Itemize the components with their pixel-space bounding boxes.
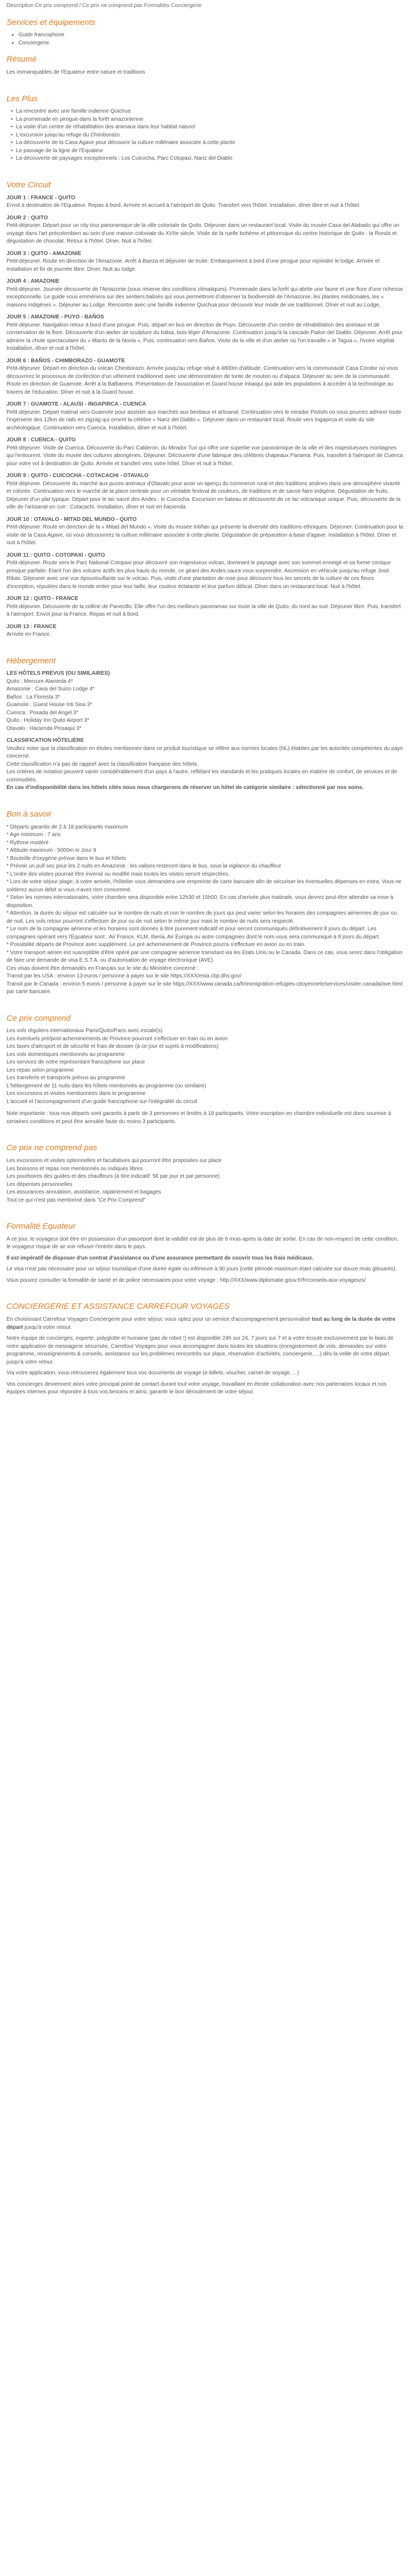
day-title: JOUR 1 : FRANCE - QUITO: [6, 194, 76, 201]
day-title: JOUR 13 : FRANCE: [6, 623, 57, 630]
conciergerie-text: Via votre application, vous retrouverez également tous vos documents de voyage (e-billets, voucher, carnet de voyage, ...): [6, 1370, 299, 1376]
day-block: [6, 552, 404, 591]
list-item: Transit par les USA : environ 13 euros / personne à payer sur le site https://XXX/esta.cbp.dhs.gov/: [6, 973, 242, 979]
list-item: * Votre transport aérien est susceptible d'être opéré par une compagnie aérienne transitant via les Etats Unis ou le Canada. Dans ce cas, vous serez dans l'obligation de faire une demande de visa E.S.T.A. ou d'autorisation de voyage électronique (AVE).: [6, 949, 403, 963]
conciergerie-text: Vos concierges deviennent alors votre principal point de contact durant tout votre voyage, travaillant en étroite collaboration avec nos partenaires locaux et nos équipes internes pour répondre à tous vos besoins et ainsi, garantir le bon déroulement de votre séjour.: [6, 1381, 387, 1395]
hotel-item: Guamote : Guest House Inti Sisa 3*: [6, 702, 92, 708]
list-item: * Le nom de la compagnie aérienne et les horaires sont donnés à titre purement indicatif et pour seront communiqués définitivement 8 jours du départ. Les compagnies opérant vers l'Equateur sont : Air France, KLM, Iberia, Air Europa ou autre compagnies dont le nom vous sera communiqué à 8 jours du départ.: [6, 926, 380, 940]
day-block: [6, 623, 404, 639]
classification-note: En cas d'indisponibilité dans les hôtels cités nous nous chargerons de réserver un hôtel de catégorie similaire : sélectionné par nos soins.: [6, 785, 364, 791]
list-item: • Guide francophone: [18, 31, 404, 40]
hotel-item: Quito : Holiday Inn Quito Airport 3*: [6, 718, 89, 724]
classification-title: CLASSIFICATION HÔTELIÈRE: [6, 738, 84, 744]
list-item: Les éventuels pré/post acheminements de Province pourront s'effectuer en train ou en avion: [6, 1035, 228, 1042]
list-item: Tout ce qui n'est pas mentionné dans "Ce Prix Comprend": [6, 1197, 146, 1203]
day-title: JOUR 5 : AMAZONIE - PUYO - BAÑOS: [6, 314, 104, 320]
list-item: * Prévoir un pull sec pour les 2 nuits en Amazonie : les valises resteront dans le bus, sous la vigilance du chauffeur: [6, 863, 281, 869]
hotels-block: [6, 670, 404, 733]
services-list: [6, 31, 404, 47]
hebergement-title: Hébergement: [6, 656, 56, 666]
list-item: * Départs garantis de 2 à 18 participants maximum: [6, 824, 128, 830]
day-block: [6, 595, 404, 619]
list-item: Les dépenses personnelles: [6, 1181, 72, 1188]
day-text: Petit-déjeuner. Découverte de la colline de Panecillo. Elle offre l'un des meilleurs panoramas sur toute la ville de Quito, du nord au sud. Déjeuner libre. Puis, transfert à l'aéroport. Envol pour la France. Repas et nuit à bord.: [6, 603, 401, 617]
conciergerie-text: [6, 1316, 404, 1332]
day-block: [6, 472, 404, 512]
day-text: Petit-déjeuner. Visite de Cuenca. Découverte du Parc Calderon, du Mirador Turi qui offre une superbe vue panoramique de la ville et des majestueuses montagnes qui l'entourent. Visite du musée des cultures aborigènes. Déjeuner. Découverte d'une fabrique des célèbres chapeaux Panama. Puis, transfert à l'aéroport de Cuenca pour votre vol à destination de Quito. Arrivée et transfert vers votre hôtel. Dîner et nuit à l'hôtel.: [6, 445, 403, 467]
hotel-item: Quito : Mercure Alameda 4*: [6, 678, 73, 684]
conciergerie-text-pre: En choisissant Carrefour Voyages Conciergerie pour votre séjour, vous optez pour un service d'accompagnement personnalisé: [6, 1316, 312, 1322]
day-title: JOUR 2 : QUITO: [6, 214, 48, 221]
list-item: Les boissons et repas non mentionnés ou indiqués libres: [6, 1165, 143, 1172]
list-item: Les excursions et visites optionnelles et facultatives qui pourront être proposées sur place: [6, 1158, 222, 1164]
day-block: [6, 401, 404, 432]
list-item: Ces visas doivent être demandés en Français sur le site du Ministère concerné :: [6, 965, 199, 971]
highlights-title: Les Plus: [6, 94, 38, 103]
resume-title: Résumé: [6, 55, 37, 64]
day-block: [6, 436, 404, 468]
day-text: Petit-déjeuner. Navigation retour à bord d'une pirogue. Puis, départ en bus en direction de Puyo. Découverte d'un centre de réhabilitation des animaux et de conservation de la flore. Découverte d'un atelier de sculpture du balsa, bois léger d'Amazonie. Continuation jusqu'à la cascade Pailon del Diablo. Déjeuner. Arrêt pour admirer la chute spectaculaire du « Manto de la Novia », Puis, continuation vers Baños. Visite de la ville et d'un atelier où l'on travaille « le Tagua », l'ivoire végétal. Installation, dîner et nuit à l'hôtel.: [6, 322, 403, 351]
day-block: [6, 214, 404, 246]
list-item: • Le passage de la ligne de l'Equateur: [11, 147, 404, 155]
formalites-text: Le visa n'est pas nécessaire pour un séjour touristique d'une durée égale ou inférieure à 90 jours (cette période maximum étant calculée sur douze mois glissants).: [6, 1266, 397, 1273]
list-item: • Conciergerie: [18, 40, 404, 48]
hotel-item: Amazonie : Casa del Suizo Lodge 4*: [6, 686, 95, 693]
list-item: * Lors de votre séjour plage, à votre arrivée, l'hôtelier vous demandera une empreinte de carte bancaire afin de sécuriser les éventuelles dépenses en extra. Vous ne solderez aucun débit si vous n'avez rien consommé.: [6, 879, 402, 893]
list-item: Les repas selon programme: [6, 1067, 74, 1073]
comprend-list: [6, 1027, 404, 1106]
conciergerie-text-bold: tout au long de la durée de votre départ: [6, 1316, 395, 1331]
bon-a-savoir-title: Bon à savoir: [6, 809, 52, 819]
list-item: • La découverte de la Casa Agave pour découvrir la culture millénaire associée à cette plante: [11, 139, 404, 147]
day-block: [6, 194, 404, 210]
comprend-note: Note importante : tous nos départs sont garantis à partir de 3 personnes et limités à 18 participants. Votre inscription en chambre individuelle est donc soumise à certaines conditions et peut être annulée faute du moins 3 participants.: [6, 1111, 391, 1125]
list-item: • L'excursion jusqu'au refuge du Chimborazo: [11, 132, 404, 140]
day-block: [6, 357, 404, 397]
list-item: * Possibilité départs de Province avec supplément. Le pré acheminement de Province pourra s'effectuer en avion ou en train.: [6, 942, 306, 948]
list-item: * Age minimum : 7 ans: [6, 832, 61, 838]
day-title: JOUR 10 : OTAVALO - MITAD DEL MUNDO - QUITO: [6, 516, 137, 523]
list-item: L'accueil et l'accompagnement d'un guide francophone sur l'intégralité du circuit: [6, 1098, 197, 1105]
day-text: Petit-déjeuner. Découverte du marché aux puces animaux d'Otavalo pour avoir un aperçu du commerce rural et des traditions andines dans une atmosphère vivante et colorée. Continuation vers le marché de la place centrale pour un véritable festival de couleurs, de traditions et de savoir-faire indigène. Dégustation de fruits. Déjeuner d'un plat typique. Départ pour le lac sacré des Andes : le Cuicocha. Excursion en bateau et découverte de ce lac volcanique unique. Puis, découverte de la ville de l'artisanat en cuir : Cotacachi. Installation, dîner et nuit en hacienda.: [6, 480, 401, 510]
list-item: Les vols réguliers internationaux Paris/Quito/Paris avec escale(s): [6, 1028, 163, 1034]
day-title: JOUR 6 : BAÑOS - CHIMBORAZO - GUAMOTE: [6, 357, 125, 364]
comprend-title: Ce prix comprend: [6, 1013, 71, 1023]
formalites-text: Vous pouvez consulter la formalité de santé et de police nécessaires pour votre voyage : http://XXX/www.diplomatie.gouv.fr/fr/conseils-aux-voyageurs/: [6, 1277, 366, 1283]
day-text: Petit-déjeuner. Départ pour un city tour panoramique de la ville coloniale de Quito. Déjeuner dans un restaurant local. Visite du musée Casa del Alabado qui offre un voyage dans l'art précolombien au sein d'une maison coloniale du XVIIe siècle. Visite de la ruelle bohème et pittoresque du centre historique de Quito : la Ronda et dégustation de chocolat. Retour à l'hôtel. Dîner. Nuit à l'hôtel.: [6, 223, 400, 244]
hotel-item: Cuenca : Posada del Angel 3*: [6, 709, 78, 716]
list-item: Les assurances annulation, assistance, rapatriement et bagages: [6, 1189, 161, 1195]
list-item: Les pourboires des guides et des chauffeurs (à titre indicatif: 5€ par jour et par personne): [6, 1173, 220, 1179]
circuit-days: [6, 194, 404, 639]
hotels-subtitle: LES HÔTELS PRÉVUS (OU SIMILAIRES): [6, 670, 110, 677]
classification-text: Cette classification n'a pas de rapport avec la classification française des hôtels.: [6, 761, 199, 767]
day-text: Arrivée en France.: [6, 631, 51, 637]
day-title: JOUR 4 : AMAZONIE: [6, 278, 59, 284]
conciergerie-title: CONCIERGERIE ET ASSISTANCE CARREFOUR VOYAGES: [6, 1302, 230, 1312]
day-text: Petit-déjeuner. Journée découverte de l'Amazonie (sous réserve des conditions climatiques). Promenade dans la forêt qui abrite une faune et une flore d'une richesse exceptionnelle. Le guide vous emmènera sur des sentiers balisés qui vous permettront d'observer la biodiversité de l'Amazonie, les plantes médicinales, les « maisons indigènes ». Déjeuner au Lodge. Rencontre avec une famille indienne Quichua pour découvrir leur mode de vie traditionnel. Dîner et nuit au Lodge.: [6, 286, 404, 308]
day-block: [6, 250, 404, 274]
classification-text: Veuillez noter que la classification en étoiles mentionnée dans ce produit touristique se réfère aux normes locales (NL) établies par les autorités compétentes du pays concerné.: [6, 745, 403, 760]
list-item: * Rythme modéré: [6, 839, 49, 846]
formalites-title: Formalité Equateur: [6, 1222, 76, 1231]
day-title: JOUR 9 : QUITO - CUICOCHA - COTACACHI - OTAVALO: [6, 473, 149, 479]
day-title: JOUR 8 : CUENCA - QUITO: [6, 437, 76, 443]
day-text: Envol à destination de l'Equateur. Repas à bord. Arrivée et accueil à l'aéroport de Quito. Transfert vers l'hôtel. Installation, dîner libre et nuit à l'hôtel.: [6, 203, 361, 208]
list-item: Les taxes d'aéroport et de sécurité et frais de dossier (à ce jour et sujets à modifications): [6, 1044, 219, 1050]
list-item: Transit par le Canada : environ 5 euros / personne à payer sur le site https://XXX/www.canada.ca/fr/immigration-refugies-citoyennete/services/visiter-canada/ave.html par carte bancaire.: [6, 981, 403, 995]
day-text: Petit-déjeuner. Départ matinal vers Guamote pour assister aux marchés aux bestiaux et artisanal. Continuation vers le mirador Pistishi où vous pourrez admirer toute l'ingénierie des 12km de rails en zigzag qui ornent la célèbre « Nariz del Diablo ». Déjeuner dans un restaurant local. Route vers Ingapirca et visite du site archéologique. Continuation vers Cuenca. Installation, dîner et nuit à l'hôtel.: [6, 409, 401, 431]
day-title: JOUR 7 : GUAMOTE - ALAUSI - INGAPIRCA - CUENCA: [6, 401, 147, 407]
day-text: Petit-déjeuner. Route vers le Parc National Cotopaxi pour découvrir son majestueux volcan, dominant le paysage avec son sommet enneigé et sa forme conique presque parfaite. Etant l'un des volcans actifs les plus hauts du monde, ce géant des Andes saura vous surprendre. Ascension en véhicule jusqu'au refuge José Ribas. Déjeuner avec une vue époustouflante sur le volcan. Puis, visite d'une plantation de rose pour découvrir tous les secrets de la culture de ces fleurs d'exception, réputées dans le monde entier pour leur taille, leur couleur éclatante et leur parfum délicat. Dîner dans un restaurant local. Nuit à l'hôtel.: [6, 560, 391, 590]
day-text: Petit-déjeuner. Route en direction de l'Amazonie. Arrêt à Baeza et déjeuner de truite. Embarquement à bord d'une pirogue pour rejoindre le lodge. Arrivée et installation et fin de journée libre. Dîner. Nuit au lodge.: [6, 258, 380, 272]
conciergerie-text-post: jusqu'à votre retour.: [23, 1324, 72, 1331]
day-text: Petit-déjeuner. Départ en direction du volcan Chimborazo. Arrivée jusqu'au refuge situé à 4800m d'altitude. Continuation vers la communauté Casa Cóndor où vous découvrirez le processus de confection d'un vêtement traditionnel avec une démonstration de tonte de mouton ou d'alpaca. Déjeuner au sein de la communauté. Route en direction de Guamote. Arrêt à la Balbanera. Présentation de l'association et Guard house Intiaiqui qui aide les populations à accéder à la technologie au travers de l'éducation. Dîner et nuit à la Guard house.: [6, 366, 398, 395]
day-title: JOUR 3 : QUITO - AMAZONIE: [6, 250, 82, 257]
circuit-title: Votre Circuit: [6, 180, 51, 190]
day-block: [6, 314, 404, 353]
list-item: • La visite d'un centre de réhabilitation des animaux dans leur habitat naturel: [11, 123, 404, 132]
list-item: * L'ordre des visites pourrait être inversé ou modifié mais toutes les visites seront respectées.: [6, 871, 230, 877]
day-title: JOUR 11 : QUITO - COTOPAXI - QUITO: [6, 552, 105, 558]
description-nav: Description Ce prix comprend / Ce prix ne comprend pas Formalités Conciergerie: [6, 3, 202, 9]
list-item: L'hébergement de 11 nuits dans les hôtels mentionnés au programme (ou similaire): [6, 1082, 207, 1089]
bon-a-savoir-list: [6, 824, 404, 996]
highlights-list: [6, 108, 404, 163]
list-item: * Attention, la durée du séjour est calculée sur le nombre de nuits et non le nombre de jours qui peut varier selon les horaires des compagnies aériennes de jour ou de nuit. Les vols retour pourront s'effectuer de jour ou de nuit selon le même jour mais le nombre de nuits sera respecté.: [6, 910, 397, 924]
list-item: * Selon les normes internationales, votre chambre sera disponible entre 12h30 et 15h00. En cas d'arrivée plus matinale, vous devrez peut-être attendre sa mise à disposition.: [6, 895, 394, 909]
ne-comprend-title: Ce prix ne comprend pas: [6, 1143, 97, 1153]
list-item: • La découverte de paysages exceptionnels : Los Cuicocha, Parc Cotopaxi, Nariz del Diablo: [11, 155, 404, 163]
list-item: • La promenade en pirogue dans la forêt amazonienne: [11, 116, 404, 124]
classification-text: Les critères de notation peuvent varier considérablement d'un pays à l'autre, reflétant les standards et les pratiques locales en matière de confort, de services et de commodités.: [6, 769, 398, 783]
hotel-item: Otavalo : Hacienda Pinsaqui 3*: [6, 725, 82, 732]
resume-text: Les immanquables de l'Equateur entre nature et traditions: [6, 69, 146, 75]
list-item: * Altitude maximum : 5000m le Jour 9: [6, 847, 96, 853]
ne-comprend-list: [6, 1157, 404, 1204]
services-title: Services et équipements: [6, 17, 96, 27]
conciergerie-text: Notre équipe de concierges, experte, polyglotte et humaine (pas de robot !) est disponible 24h sur 24, 7 jours sur 7 et à votre écoute exclusivement par le biais de notre application de messagerie sécurisée, Carrefour Voyages pour vous accompagner dans toutes les situations (enregistrement de vols, demandes sur votre programme, renseignements & conseils, assistance sur les problèmes rencontrés sur place, réservation d'activités, conciergerie, ...) dès la veille de votre départ jusqu'à votre retour.: [6, 1335, 394, 1365]
list-item: Les services de notre représentant francophone sur place: [6, 1059, 145, 1066]
day-block: [6, 516, 404, 547]
classification-block: [6, 737, 404, 792]
list-item: Les excursions et visites mentionnées dans le programme: [6, 1091, 146, 1097]
list-item: Les transferts et transports prévus au programme: [6, 1075, 125, 1081]
hotel-item: Baños : La Floresta 3*: [6, 694, 60, 700]
list-item: • La rencontre avec une famille indienne Quichua: [11, 108, 404, 116]
list-item: Les vols domestiques mentionnés au programme: [6, 1051, 125, 1058]
day-title: JOUR 12 : QUITO - FRANCE: [6, 596, 78, 602]
day-text: Petit-déjeuner. Route en direction de la « Mitad del Mundo ». Visite du musée Intiñan qui présente la diversité des traditions ethniques. Déjeuner. Continuation pour la visite de la Casa Agave, où vous découvrirez la culture millénaire associée à cette plante. Dégustation de préparation à base d'agave. Installation à l'hôtel. Dîner et nuit à l'hôtel.: [6, 524, 404, 546]
formalites-text: A ce jour, le voyageur doit être en possession d'un passeport dont la validité est de plus de 6 mois après la date de sortie. En cas de non-respect de cette condition, le voyageur risque de se voir refuser l'entrée dans le pays.: [6, 1236, 399, 1250]
formalites-bold: Il est impératif de disposer d'un contrat d'assistance ou d'une assurance permettant de couvrir tous les frais médicaux.: [6, 1255, 314, 1261]
list-item: * Bouteille d'oxygène prévue dans le bus et hôtels: [6, 855, 126, 862]
day-block: [6, 278, 404, 309]
